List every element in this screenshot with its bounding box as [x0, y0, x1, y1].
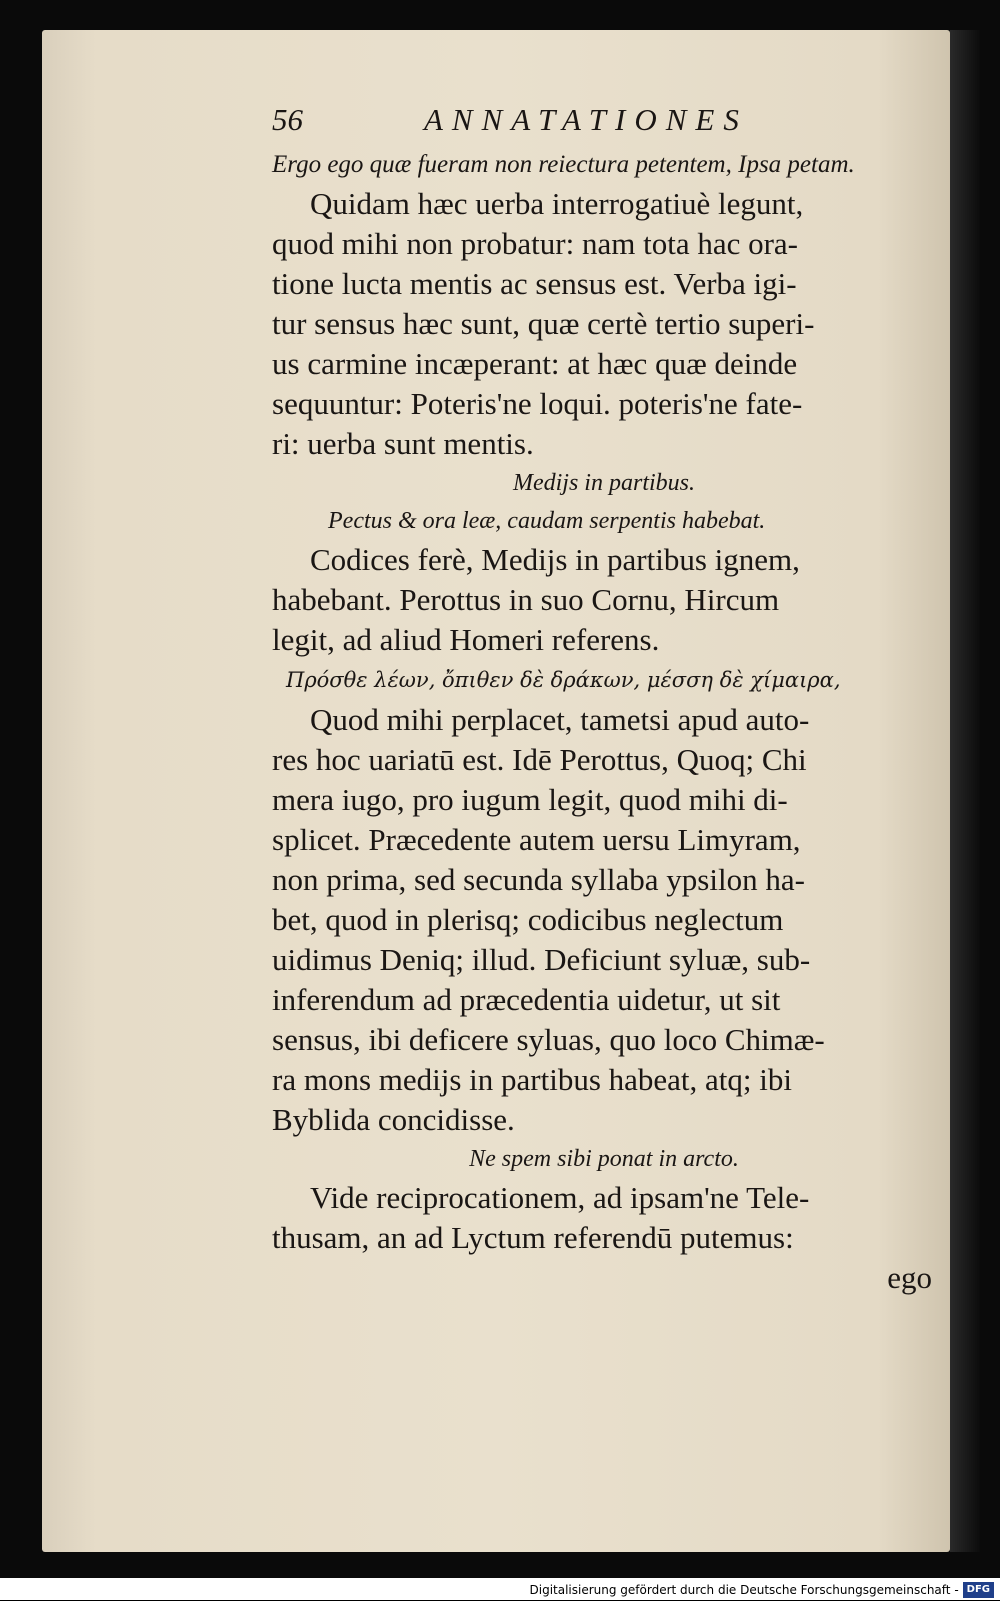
dfg-logo: DFG	[963, 1582, 994, 1598]
text-line: uidimus Deniq; illud. Deficiunt syluæ, sub-	[272, 942, 811, 977]
running-title: ANNATATIONES	[424, 102, 748, 137]
greek-quotation: Πρόσθε λέων, ὄπιθεν δὲ δράκων, μέσση δὲ χίμαιρα,	[286, 668, 841, 692]
text-line: us carmine incæperant: at hæc quæ deinde	[272, 346, 798, 381]
page-number: 56	[272, 102, 303, 137]
text-line: sensus, ibi deficere syluas, quo loco Chimæ-	[272, 1022, 825, 1057]
text-line: res hoc uariatū est. Idē Perottus, Quoq; Chi	[272, 742, 807, 777]
text-line: bet, quod in plerisq; codicibus neglectum	[272, 902, 784, 937]
page-header	[272, 102, 936, 146]
text-line: Quod mihi perplacet, tametsi apud auto-	[310, 702, 810, 737]
text-block	[272, 102, 936, 1298]
page-edge	[950, 30, 980, 1552]
text-line: legit, ad aliud Homeri referens.	[272, 622, 660, 657]
text-line: thusam, an ad Lyctum referendū putemus:	[272, 1220, 794, 1255]
text-line: splicet. Præcedente autem uersu Limyram,	[272, 822, 801, 857]
text-line: tione lucta mentis ac sensus est. Verba igi-	[272, 266, 797, 301]
text-line: inferendum ad præcedentia uidetur, ut sit	[272, 982, 781, 1017]
text-line: non prima, sed secunda syllaba ypsilon ha-	[272, 862, 805, 897]
text-line: Byblida concidisse.	[272, 1102, 515, 1137]
text-line: Codices ferè, Medijs in partibus ignem,	[310, 542, 800, 577]
text-line: tur sensus hæc sunt, quæ certè tertio superi-	[272, 306, 815, 341]
digitization-footer	[0, 1578, 1000, 1600]
catchword: ego	[887, 1260, 932, 1295]
text-line: ri: uerba sunt mentis.	[272, 426, 534, 461]
text-line: Vide reciprocationem, ad ipsam'ne Tele-	[310, 1180, 810, 1215]
text-line: habebant. Perottus in suo Cornu, Hircum	[272, 582, 780, 617]
lemma-heading: Ne spem sibi ponat in arcto.	[469, 1146, 739, 1172]
footer-credit: Digitalisierung gefördert durch die Deutsche Forschungsgemeinschaft -	[529, 1582, 959, 1597]
text-line: Quidam hæc uerba interrogatiuè legunt,	[310, 186, 804, 221]
text-line: quod mihi non probatur: nam tota hac ora-	[272, 226, 799, 261]
text-line: sequuntur: Poteris'ne loqui. poteris'ne fate-	[272, 386, 803, 421]
text-line: ra mons medijs in partibus habeat, atq; ibi	[272, 1062, 793, 1097]
text-line: mera iugo, pro iugum legit, quod mihi di-	[272, 782, 788, 817]
lemma-line: Pectus & ora leæ, caudam serpentis habebat.	[328, 508, 766, 534]
lemma-heading: Medijs in partibus.	[512, 470, 695, 496]
lemma-line: Ergo ego quæ fueram non reiectura petentem, Ipsa petam.	[272, 151, 855, 178]
